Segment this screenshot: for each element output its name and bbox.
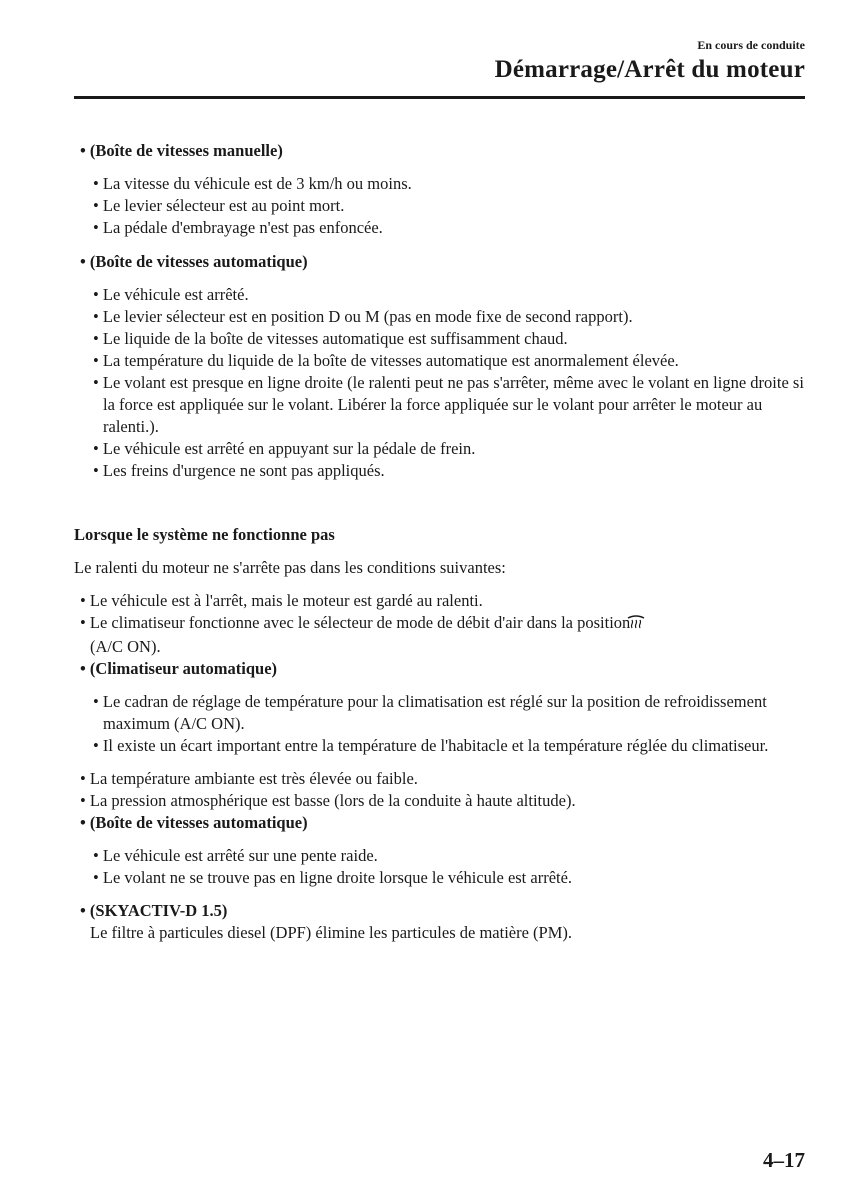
not-working-heading: Lorsque le système ne fonctionne pas (74, 525, 335, 544)
condition-item-continuation: (A/C ON). (90, 637, 161, 656)
manual-gearbox-heading: • (Boîte de vitesses manuelle) (80, 141, 283, 160)
auto-trans-item: • Le volant ne se trouve pas en ligne droite lorsque le véhicule est arrêté. (93, 868, 573, 887)
manual-condition-item: • La vitesse du véhicule est de 3 km/h ou moins. (93, 174, 412, 193)
not-working-intro: Le ralenti du moteur ne s'arrête pas dans les conditions suivantes: (74, 558, 506, 577)
condition-item: • Le climatiseur fonctionne avec le sélecteur de mode de débit d'air dans la position (74, 612, 809, 636)
skyactiv-text: Le filtre à particules diesel (DPF) élimine les particules de matière (PM). (90, 923, 573, 942)
automatic-condition-item: • Le véhicule est arrêté en appuyant sur la pédale de frein. (93, 439, 476, 458)
page-number: 4–17 (763, 1148, 805, 1172)
page-title: Démarrage/Arrêt du moteur (494, 56, 805, 83)
automatic-condition-item: • Le véhicule est arrêté. (93, 285, 249, 304)
manual-condition-item: • Le levier sélecteur est au point mort. (93, 196, 345, 215)
condition-item: • La pression atmosphérique est basse (lors de la conduite à haute altitude). (80, 791, 576, 810)
condition-item: • La température ambiante est très élevée ou faible. (80, 769, 418, 788)
automatic-condition-item: • La température du liquide de la boîte de vitesses automatique est anormalement élevée. (93, 351, 679, 370)
automatic-gearbox-heading: • (Boîte de vitesses automatique) (80, 252, 308, 271)
auto-trans-item: • Le véhicule est arrêté sur une pente raide. (93, 846, 378, 865)
auto-trans-heading: • (Boîte de vitesses automatique) (80, 813, 308, 832)
skyactiv-heading: • (SKYACTIV-D 1.5) (80, 901, 228, 920)
page-content (74, 140, 809, 944)
automatic-condition-item: • Le volant est presque en ligne droite (le ralenti peut ne pas s'arrêter, même avec le volant en ligne droite si la force est appliquée sur le volant. Libérer la force appliquée sur le volant pour arrêter le moteur au ralenti.). (93, 373, 804, 436)
auto-ac-item: • Le cadran de réglage de température pour la climatisation est réglé sur la position de refroidissement maximum (A/C ON). (93, 692, 767, 733)
header-divider (74, 96, 805, 99)
manual-condition-item: • La pédale d'embrayage n'est pas enfoncée. (93, 218, 383, 237)
auto-ac-item: • Il existe un écart important entre la température de l'habitacle et la température réglée du climatiseur. (93, 736, 769, 755)
automatic-condition-item: • Le liquide de la boîte de vitesses automatique est suffisamment chaud. (93, 329, 568, 348)
section-label: En cours de conduite (697, 38, 805, 52)
automatic-condition-item: • Le levier sélecteur est en position D ou M (pas en mode fixe de second rapport). (93, 307, 633, 326)
defroster-icon (636, 614, 646, 636)
auto-ac-heading: • (Climatiseur automatique) (80, 659, 278, 678)
automatic-condition-item: • Les freins d'urgence ne sont pas appliqués. (93, 461, 385, 480)
condition-item: • Le véhicule est à l'arrêt, mais le moteur est gardé au ralenti. (80, 591, 483, 610)
